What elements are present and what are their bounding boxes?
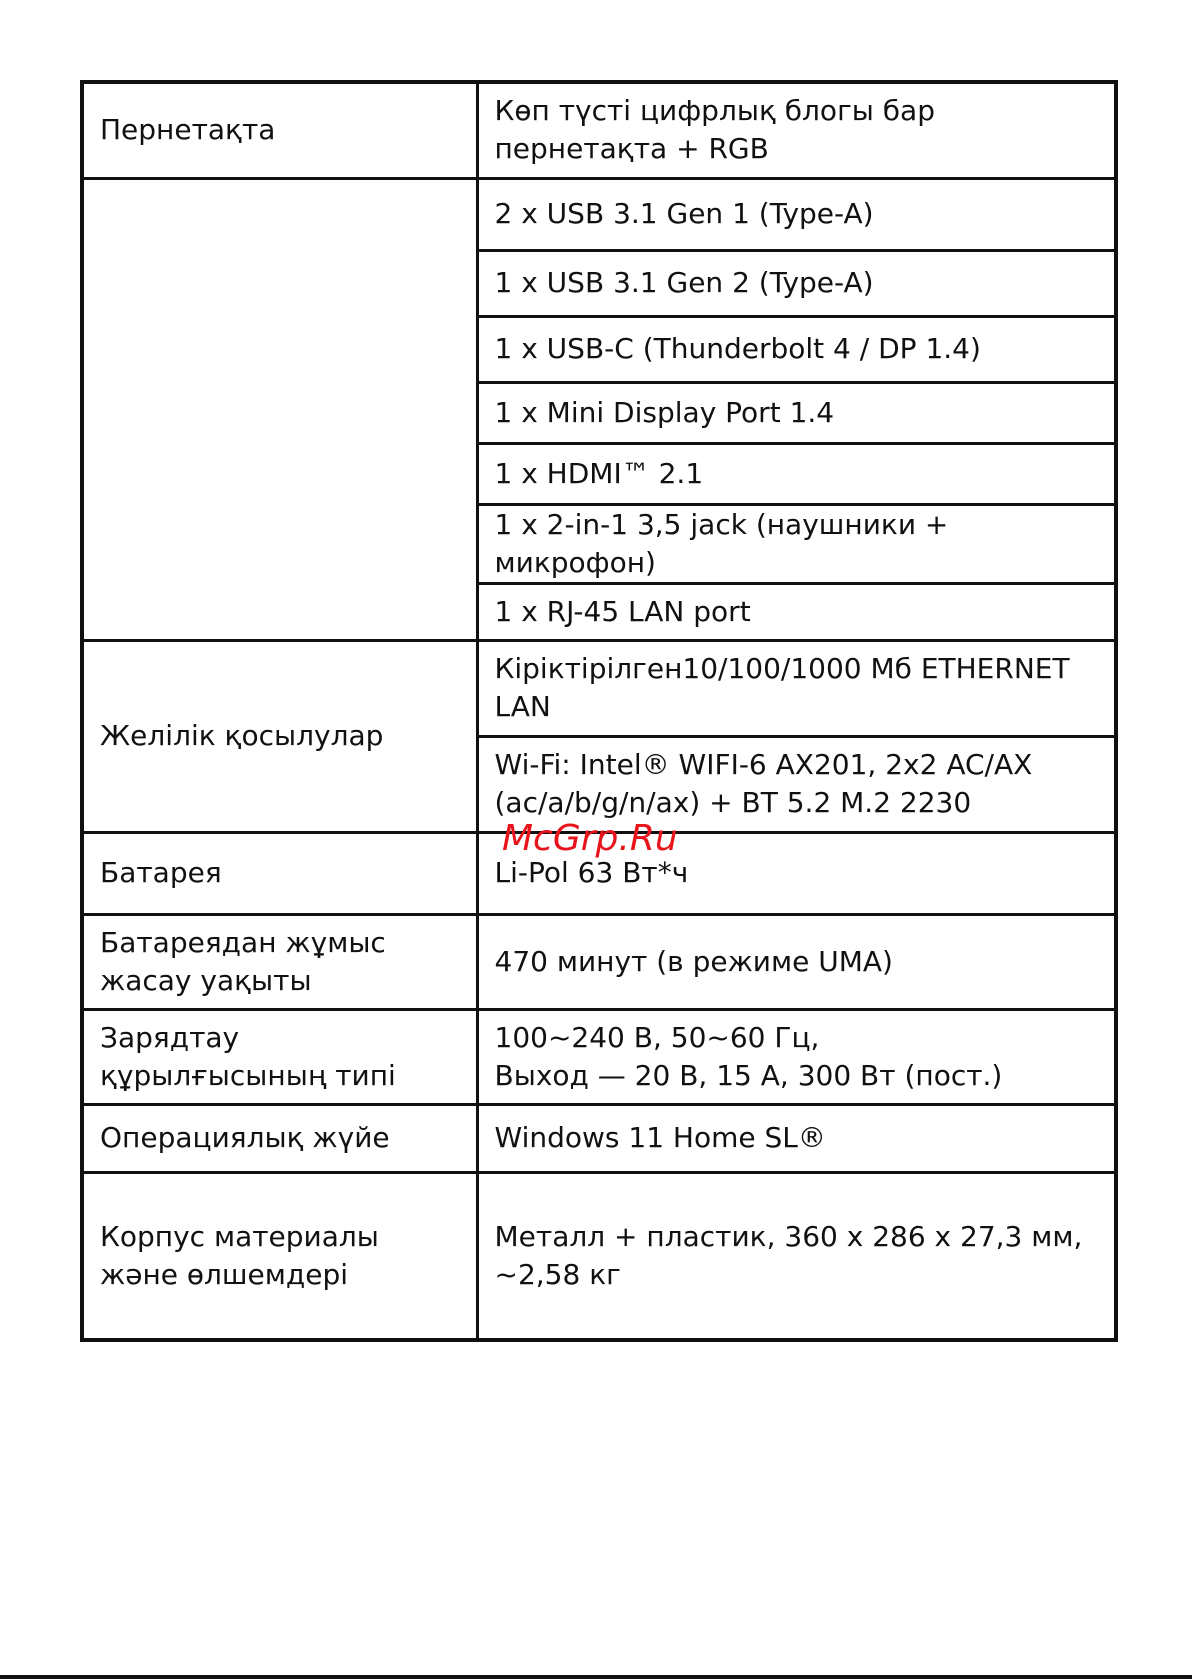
row-value: 1 x Mini Display Port 1.4: [477, 382, 1116, 443]
table-row: [82, 1172, 1116, 1340]
row-value: 1 x USB-C (Thunderbolt 4 / DP 1.4): [477, 316, 1116, 382]
row-label: Корпус материалы және өлшемдері: [82, 1172, 477, 1340]
row-value: 1 x HDMI™ 2.1: [477, 443, 1116, 504]
row-label: Операциялық жүйе: [82, 1104, 477, 1172]
row-value: 1 x USB 3.1 Gen 2 (Type-A): [477, 250, 1116, 316]
row-value: Windows 11 Home SL®: [477, 1104, 1116, 1172]
table-row: [82, 832, 1116, 914]
row-value: 1 x RJ-45 LAN port: [477, 583, 1116, 640]
row-value: Li-Pol 63 Вт*ч: [477, 832, 1116, 914]
row-label: Желілік қосылулар: [82, 640, 477, 832]
table-row: [82, 82, 1116, 178]
bottom-divider: [0, 1675, 1192, 1679]
table-row: [82, 640, 1116, 736]
row-label: Пернетақта: [82, 82, 477, 178]
row-value: 1 x 2-in-1 3,5 jack (наушники + микрофон): [477, 504, 1116, 583]
row-value: Металл + пластик, 360 x 286 x 27,3 мм, ~2,58 кг: [477, 1172, 1116, 1340]
row-value: 470 минут (в режиме UMA): [477, 914, 1116, 1009]
table-row: [82, 178, 1116, 250]
row-label: Зарядтау құрылғысының типі: [82, 1009, 477, 1104]
table-row: [82, 914, 1116, 1009]
row-label: [82, 178, 477, 640]
row-value: [477, 1009, 1116, 1104]
watermark-text: McGrp.Ru: [502, 818, 678, 859]
row-label: Батарея: [82, 832, 477, 914]
row-value: Wi-Fi: Intel® WIFI-6 AX201, 2x2 AC/AX (ac/a/b/g/n/ax) + BT 5.2 M.2 2230: [477, 736, 1116, 832]
value-line: 100~240 В, 50~60 Гц,: [494, 1020, 820, 1054]
spec-table: [80, 80, 1118, 1342]
row-value: 2 x USB 3.1 Gen 1 (Type-A): [477, 178, 1116, 250]
table-row: [82, 1104, 1116, 1172]
row-value: Кіріктірілген10/100/1000 Мб ETHERNET LAN: [477, 640, 1116, 736]
row-label: Батареядан жұмыс жасау уақыты: [82, 914, 477, 1009]
value-line: Выход — 20 В, 15 А, 300 Вт (пост.): [494, 1058, 1003, 1092]
row-value: Көп түсті цифрлық блогы бар пернетақта + RGB: [477, 82, 1116, 178]
table-row: [82, 1009, 1116, 1104]
